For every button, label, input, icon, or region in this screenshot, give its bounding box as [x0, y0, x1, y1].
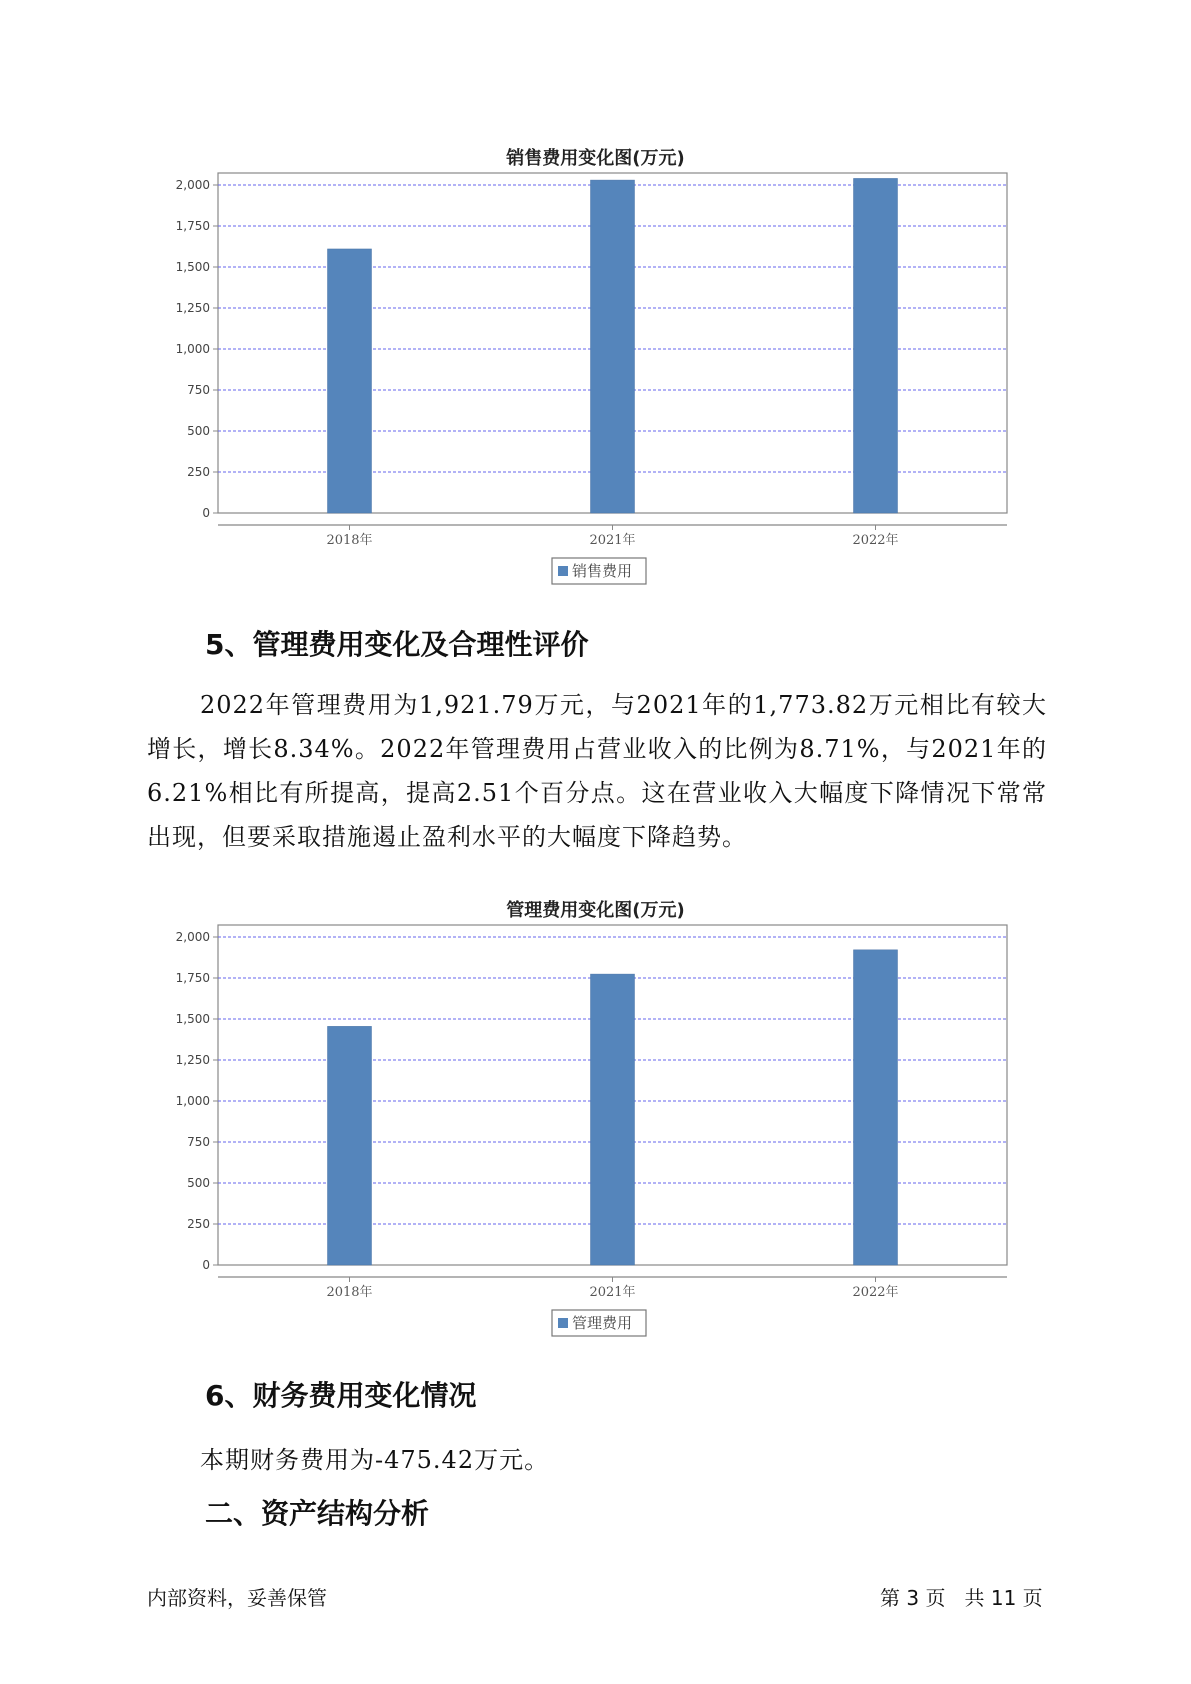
finance-expense-text: 本期财务费用为-475.42万元。 [200, 1446, 550, 1474]
finance-expense-heading: 6、财务费用变化情况 [205, 1379, 477, 1412]
legend-label: 管理费用 [572, 1314, 633, 1332]
footer-page-number: 第 3 页 共 11 页 [880, 1586, 1043, 1610]
y-tick-label: 750 [187, 1135, 210, 1149]
sales-expense-chart [0, 140, 1191, 590]
bar [328, 249, 372, 513]
y-tick-label: 500 [187, 1176, 210, 1190]
y-tick-label: 1,250 [175, 301, 210, 315]
y-tick-label: 1,000 [175, 342, 210, 356]
x-tick-label: 2021年 [589, 533, 636, 548]
y-tick-label: 1,500 [175, 260, 210, 274]
admin-expense-chart [0, 892, 1191, 1342]
y-tick-label: 250 [187, 1217, 210, 1231]
bar [854, 950, 898, 1265]
y-tick-label: 2,000 [175, 178, 210, 192]
legend-label: 销售费用 [572, 562, 633, 580]
bar [591, 974, 635, 1265]
bar [854, 178, 898, 513]
x-tick-label: 2018年 [326, 533, 373, 548]
bar [328, 1026, 372, 1265]
y-tick-label: 1,750 [175, 971, 210, 985]
admin-expense-paragraph: 2022年管理费用为1,921.79万元，与2021年的1,773.82万元相比有较大增长，增长8.34%。2022年管理费用占营业收入的比例为8.71%，与2021年的6.21%相比有所提高，提高2.51个百分点。这在营业收入大幅度下降情况下常常出现，但要采取措施遏止盈利水平的大幅度下降趋势。 [147, 691, 1047, 851]
admin-expense-heading: 5、管理费用变化及合理性评价 [205, 628, 589, 661]
x-tick-label: 2022年 [852, 1285, 899, 1300]
y-tick-label: 0 [202, 1258, 210, 1272]
y-tick-label: 2,000 [175, 930, 210, 944]
y-tick-label: 1,500 [175, 1012, 210, 1026]
legend [552, 1310, 646, 1336]
y-tick-label: 0 [202, 506, 210, 520]
legend [552, 558, 646, 584]
y-tick-label: 1,250 [175, 1053, 210, 1067]
y-tick-label: 750 [187, 383, 210, 397]
legend-swatch [558, 566, 568, 576]
footer-confidential: 内部资料，妥善保管 [147, 1586, 327, 1610]
legend-swatch [558, 1318, 568, 1328]
asset-structure-heading: 二、资产结构分析 [205, 1497, 430, 1530]
bar [591, 180, 635, 513]
chart-title-admin: 管理费用变化图(万元) [506, 900, 685, 921]
y-tick-label: 250 [187, 465, 210, 479]
y-tick-label: 500 [187, 424, 210, 438]
x-tick-label: 2018年 [326, 1285, 373, 1300]
y-tick-label: 1,000 [175, 1094, 210, 1108]
y-tick-label: 1,750 [175, 219, 210, 233]
x-tick-label: 2022年 [852, 533, 899, 548]
x-tick-label: 2021年 [589, 1285, 636, 1300]
chart-title-sales: 销售费用变化图(万元) [506, 148, 685, 169]
